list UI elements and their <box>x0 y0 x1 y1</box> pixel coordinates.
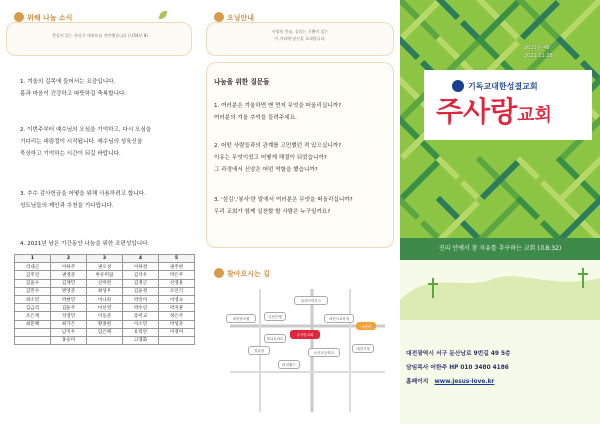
map-node: 올리브하우스 <box>294 296 328 305</box>
church-name-main: 주사랑 <box>436 95 518 128</box>
news-line: 몸과 마음이 건강하고 따뜻하길 축복합니다. <box>20 91 127 97</box>
map <box>220 284 390 414</box>
map-node: 대전시청 <box>352 344 374 353</box>
table-cell: 곽소민 <box>15 295 51 303</box>
table-cell: 권영준 <box>51 271 87 279</box>
panel-cover <box>400 0 600 424</box>
question-line: 3. '섬김','봉사'란 말에서 여러분은 무엇을 떠올리십니까? <box>214 197 353 203</box>
table-cell: 김석우 <box>123 271 159 279</box>
map-title: 찾아오시는 길 <box>227 270 271 278</box>
table-cell: 방영준 <box>51 287 87 295</box>
table-cell: 신미란 <box>87 279 123 287</box>
table-row <box>15 320 195 328</box>
question-line: 이유는 무엇이었고 어떻게 해결이 되었습니까? <box>214 155 327 161</box>
pastor-contact: 담임목사 어한주 HP 010 3480 4186 <box>406 365 509 371</box>
table-cell <box>159 336 195 344</box>
table-cell: 신영훈 <box>159 279 195 287</box>
leaf-icon <box>158 9 167 20</box>
table-cell <box>15 336 51 344</box>
section-icon <box>14 12 24 22</box>
table-cell: 이동준 <box>87 312 123 320</box>
table-header-cell: 4 <box>123 255 159 263</box>
table-cell: 박현민 <box>51 295 87 303</box>
map-node: 대전성모원 <box>226 314 256 323</box>
table-row <box>15 287 195 295</box>
panel-questions <box>200 0 400 424</box>
table-cell: 김운주 <box>51 304 87 312</box>
section-icon <box>214 268 224 278</box>
panel-news <box>0 0 200 424</box>
table-cell: 박성준 <box>159 320 195 328</box>
table-row <box>15 336 195 344</box>
table-cell: 황종원 <box>87 320 123 328</box>
table-cell: 남지우 <box>51 328 87 336</box>
church-name-suffix: 교회 <box>517 105 552 126</box>
map-node: 둔산초등학교 <box>308 348 340 357</box>
table-cell: 이나라 <box>87 295 123 303</box>
table-row <box>15 328 195 336</box>
table-cell: 최성우 <box>87 287 123 295</box>
motto-banner: 진리 안에서 참 자유를 추구하는 교회 (요8:32) <box>400 238 600 260</box>
table-cell: 이소민 <box>123 320 159 328</box>
table-cell: 오인식 <box>159 287 195 295</box>
news-line: 2. 이번주부터 예수님의 오심을 기억하고, 다시 오심을 <box>20 127 152 133</box>
table-row <box>15 295 195 303</box>
news-header-box <box>6 22 192 56</box>
question-line: 1. 여러분은 겨울하면 맨 먼저 무엇을 떠올리십니까? <box>214 103 342 109</box>
denomination-logo <box>452 80 464 92</box>
issue-date: 2021.11.28 <box>524 53 553 59</box>
table-row <box>15 312 195 320</box>
table-header-row <box>15 255 195 263</box>
news-subtitle: 충돌이 있는 자리가 애흥트를 전만했습니다 (사54분 8) <box>52 33 148 38</box>
table-cell: 박수연 <box>123 304 159 312</box>
table-cell: 김주연 <box>15 271 51 279</box>
question-line: 우리 교회가 함께 실천할 할 사람은 누구일까요? <box>214 209 331 215</box>
table-cell: 송미교 <box>123 312 159 320</box>
news-line: 3. 추수 감사헌금을 어떻을 위해 사용하려고 합니다. <box>20 191 146 197</box>
news-line: 기다리는 대림절이 시작됩니다. 예수님의 성육신을 <box>20 139 143 145</box>
table-row <box>15 271 195 279</box>
table-cell: 김윤수 <box>15 279 51 287</box>
table-cell: 조은재 <box>15 312 51 320</box>
table-cell: 정은주 <box>159 312 195 320</box>
map-node: 하나로마트 <box>264 334 286 343</box>
church-name <box>436 96 552 132</box>
subway-marker: 시청역 <box>356 322 376 330</box>
homepage-row <box>406 376 494 385</box>
table-cell: 박은주 <box>159 271 195 279</box>
table-cell: 권주현 <box>159 263 195 271</box>
table-cell: 김정근 <box>123 279 159 287</box>
table-header-cell: 5 <box>159 255 195 263</box>
group-table <box>14 254 195 345</box>
table-cell: 최가은 <box>51 320 87 328</box>
map-node: 국민은행 <box>264 312 286 321</box>
table-cell: 홍승미 <box>51 336 87 344</box>
table-cell: 유리안 <box>123 328 159 336</box>
questions-heading: 나눔을 위한 질문들 <box>214 78 270 86</box>
map-node: 정류장 <box>248 346 270 355</box>
table-cell: 박지훈 <box>159 304 195 312</box>
table-cell: 이영숙 <box>159 295 195 303</box>
table-cell: 김민수 <box>15 287 51 295</box>
map-node: 타임월드 <box>278 360 300 369</box>
table-cell: 한유미림 <box>87 271 123 279</box>
news-title: 위해 나눔 소식 <box>27 14 73 22</box>
table-header-cell: 2 <box>51 255 87 263</box>
table-cell: 석영민 <box>51 312 87 320</box>
table-cell: 이하정 <box>123 263 159 271</box>
news-line: 성도님들의 제안과 추천을 기다립니다. <box>20 203 114 209</box>
question-line: 여러분의 겨울 추억을 들려주세요. <box>214 115 297 121</box>
map-node: 대전시교육청 <box>324 314 354 323</box>
table-header-cell: 1 <box>15 255 51 263</box>
table-row <box>15 304 195 312</box>
guide-subtitle: 사랑의 언님, 살피는 기쁨이 있는 <box>271 29 329 34</box>
section-icon <box>214 12 224 22</box>
table-cell: 권오성 <box>87 263 123 271</box>
news-line: 4. 2021년 남은 기간동안 나눔을 위한 조편성입니다. <box>20 241 150 247</box>
table-cell: 박진미 <box>123 295 159 303</box>
table-cell <box>87 336 123 344</box>
news-line: 묵상하고 기억하는 시간이 되길 바랍니다. <box>20 151 121 157</box>
question-line: 그 과정에서 신앙은 어떤 역할을 했습니까? <box>214 167 318 173</box>
table-cell: 이하주 <box>51 263 87 271</box>
homepage-label: 홈페이지 <box>406 379 429 385</box>
table-cell <box>15 328 51 336</box>
question-line: 2. 어떤 사람들과의 관계를 고민했던 적 있으십니까? <box>214 143 342 149</box>
issue-number: 2021년 48 <box>524 45 550 51</box>
table-cell: 김금리 <box>15 304 51 312</box>
denomination-name: 기독교대한성결교회 <box>468 82 538 91</box>
church-marker: 주사랑교회 <box>290 330 320 339</box>
table-row <box>15 279 195 287</box>
guide-subtitle: 이 자리에 당신을 초대합니다. <box>274 36 326 41</box>
table-row <box>15 263 195 271</box>
table-cell: 임은택 <box>87 328 123 336</box>
table-cell: 이선영 <box>87 304 123 312</box>
table-cell: 이경미 <box>159 328 195 336</box>
news-line: 1. 겨울의 길목에 들어서는 요즘입니다. <box>20 79 116 85</box>
guide-title: 오닝안내 <box>227 14 255 22</box>
address: 대전광역시 서구 둔산남로 9번길 49 5층 <box>406 351 511 357</box>
table-cell: 리대근 <box>15 263 51 271</box>
table-header-cell: 3 <box>87 255 123 263</box>
table-cell: 최문해 <box>15 320 51 328</box>
table-cell: 고영화 <box>123 336 159 344</box>
table-cell: 김윤정 <box>123 287 159 295</box>
hills <box>400 260 600 320</box>
table-cell: 김재민 <box>51 279 87 287</box>
homepage-link[interactable]: www.jesus-love.kr <box>434 379 495 385</box>
cover-bottom <box>400 260 600 424</box>
